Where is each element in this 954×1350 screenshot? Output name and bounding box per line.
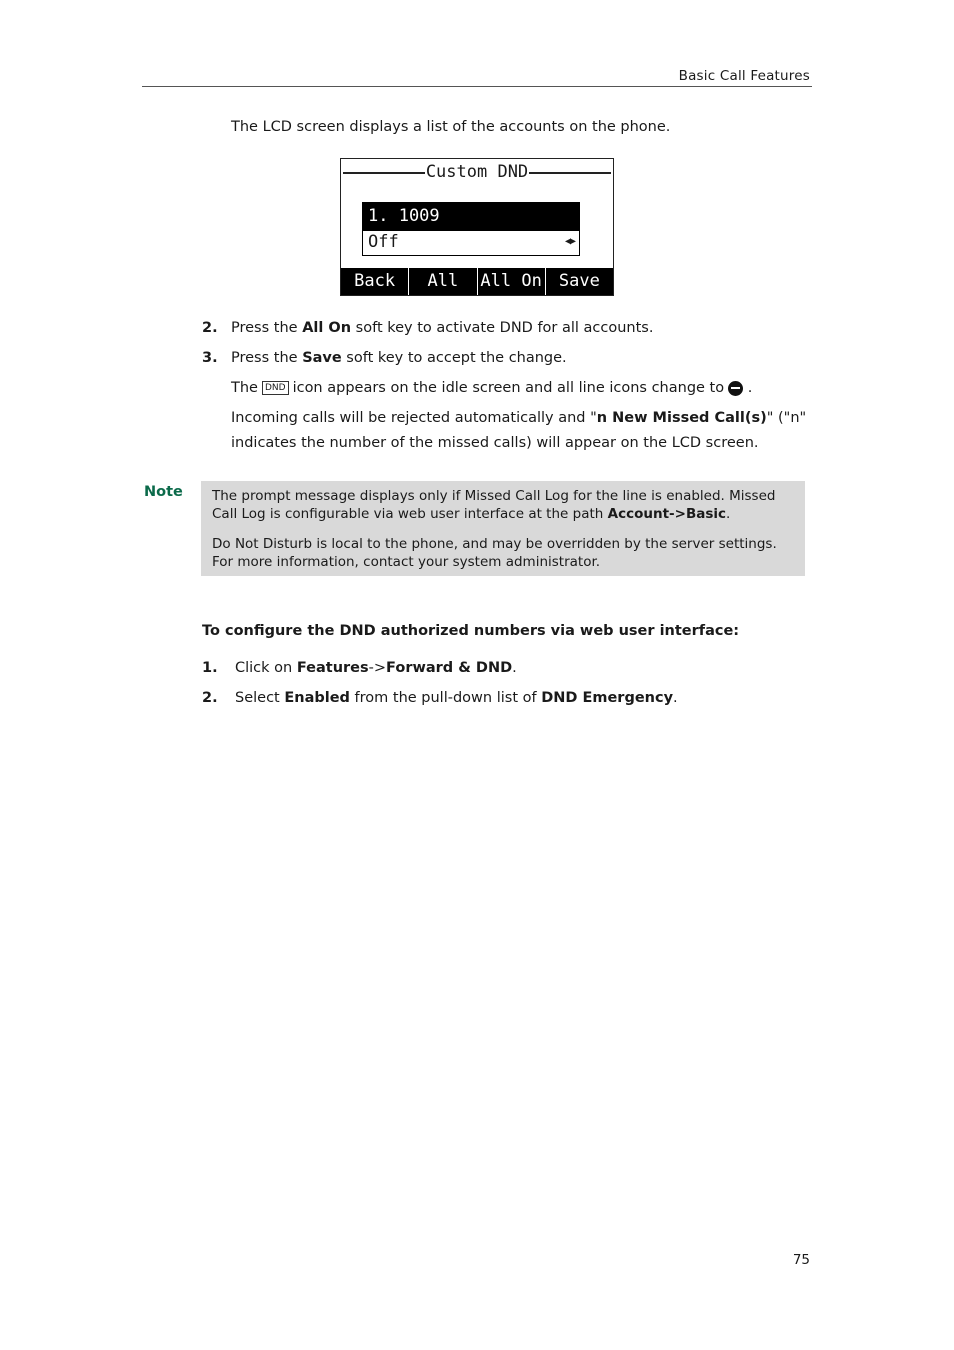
procedure-step: Click on Features->Forward & DND. xyxy=(235,660,517,676)
lcd-dnd-field-value: Off xyxy=(368,232,399,252)
note-paragraph: The prompt message displays only if Missed Call Log for the line is enabled. Missed Call Log is configurable via web user interface at the path Account->Basic. xyxy=(212,488,776,522)
dnd-icon-sentence: The DND icon appears on the idle screen and all line icons change to . xyxy=(231,380,753,396)
left-right-arrows-icon: ◀▶ xyxy=(564,236,575,247)
lcd-title-row xyxy=(341,161,613,183)
step-number: 1. xyxy=(202,660,218,676)
page-number: 75 xyxy=(792,1252,810,1268)
incoming-calls-text: Incoming calls will be rejected automatically and "n New Missed Call(s)" ("n" xyxy=(231,410,807,426)
incoming-calls-text-line2: indicates the number of the missed calls) will appear on the LCD screen. xyxy=(231,435,759,451)
lcd-title: Custom DND xyxy=(425,162,529,182)
step-number: 2. xyxy=(202,320,218,336)
softkey-back: Back xyxy=(354,271,396,291)
note-paragraph: Do Not Disturb is local to the phone, and may be overridden by the server settings. For more information, contact your system administrator. xyxy=(212,536,777,570)
procedure-step: Select Enabled from the pull-down list of DND Emergency. xyxy=(235,690,678,706)
softkey-all-off: All OFF xyxy=(408,268,476,295)
softkey-save: Save xyxy=(545,268,613,295)
step-text: Press the Save soft key to accept the change. xyxy=(231,350,567,366)
note-label: Note xyxy=(144,484,183,500)
header-rule xyxy=(142,86,812,87)
do-not-disturb-icon xyxy=(728,381,743,396)
lcd-screen-figure xyxy=(340,158,614,318)
running-header: Basic Call Features xyxy=(678,68,810,84)
step-number: 2. xyxy=(202,690,218,706)
softkey-all-on: All On xyxy=(477,268,545,295)
lcd-softkey-bar xyxy=(341,268,613,318)
procedure-title: To configure the DND authorized numbers via web user interface: xyxy=(202,623,740,639)
step-number: 3. xyxy=(202,350,218,366)
step-text: Press the All On soft key to activate DND for all accounts. xyxy=(231,320,654,336)
dnd-status-icon: DND xyxy=(262,381,289,395)
intro-text: The LCD screen displays a list of the accounts on the phone. xyxy=(231,119,671,135)
lcd-dnd-field xyxy=(362,230,580,256)
lcd-account-item: 1. 1009 xyxy=(362,202,580,230)
note-box xyxy=(201,481,805,576)
